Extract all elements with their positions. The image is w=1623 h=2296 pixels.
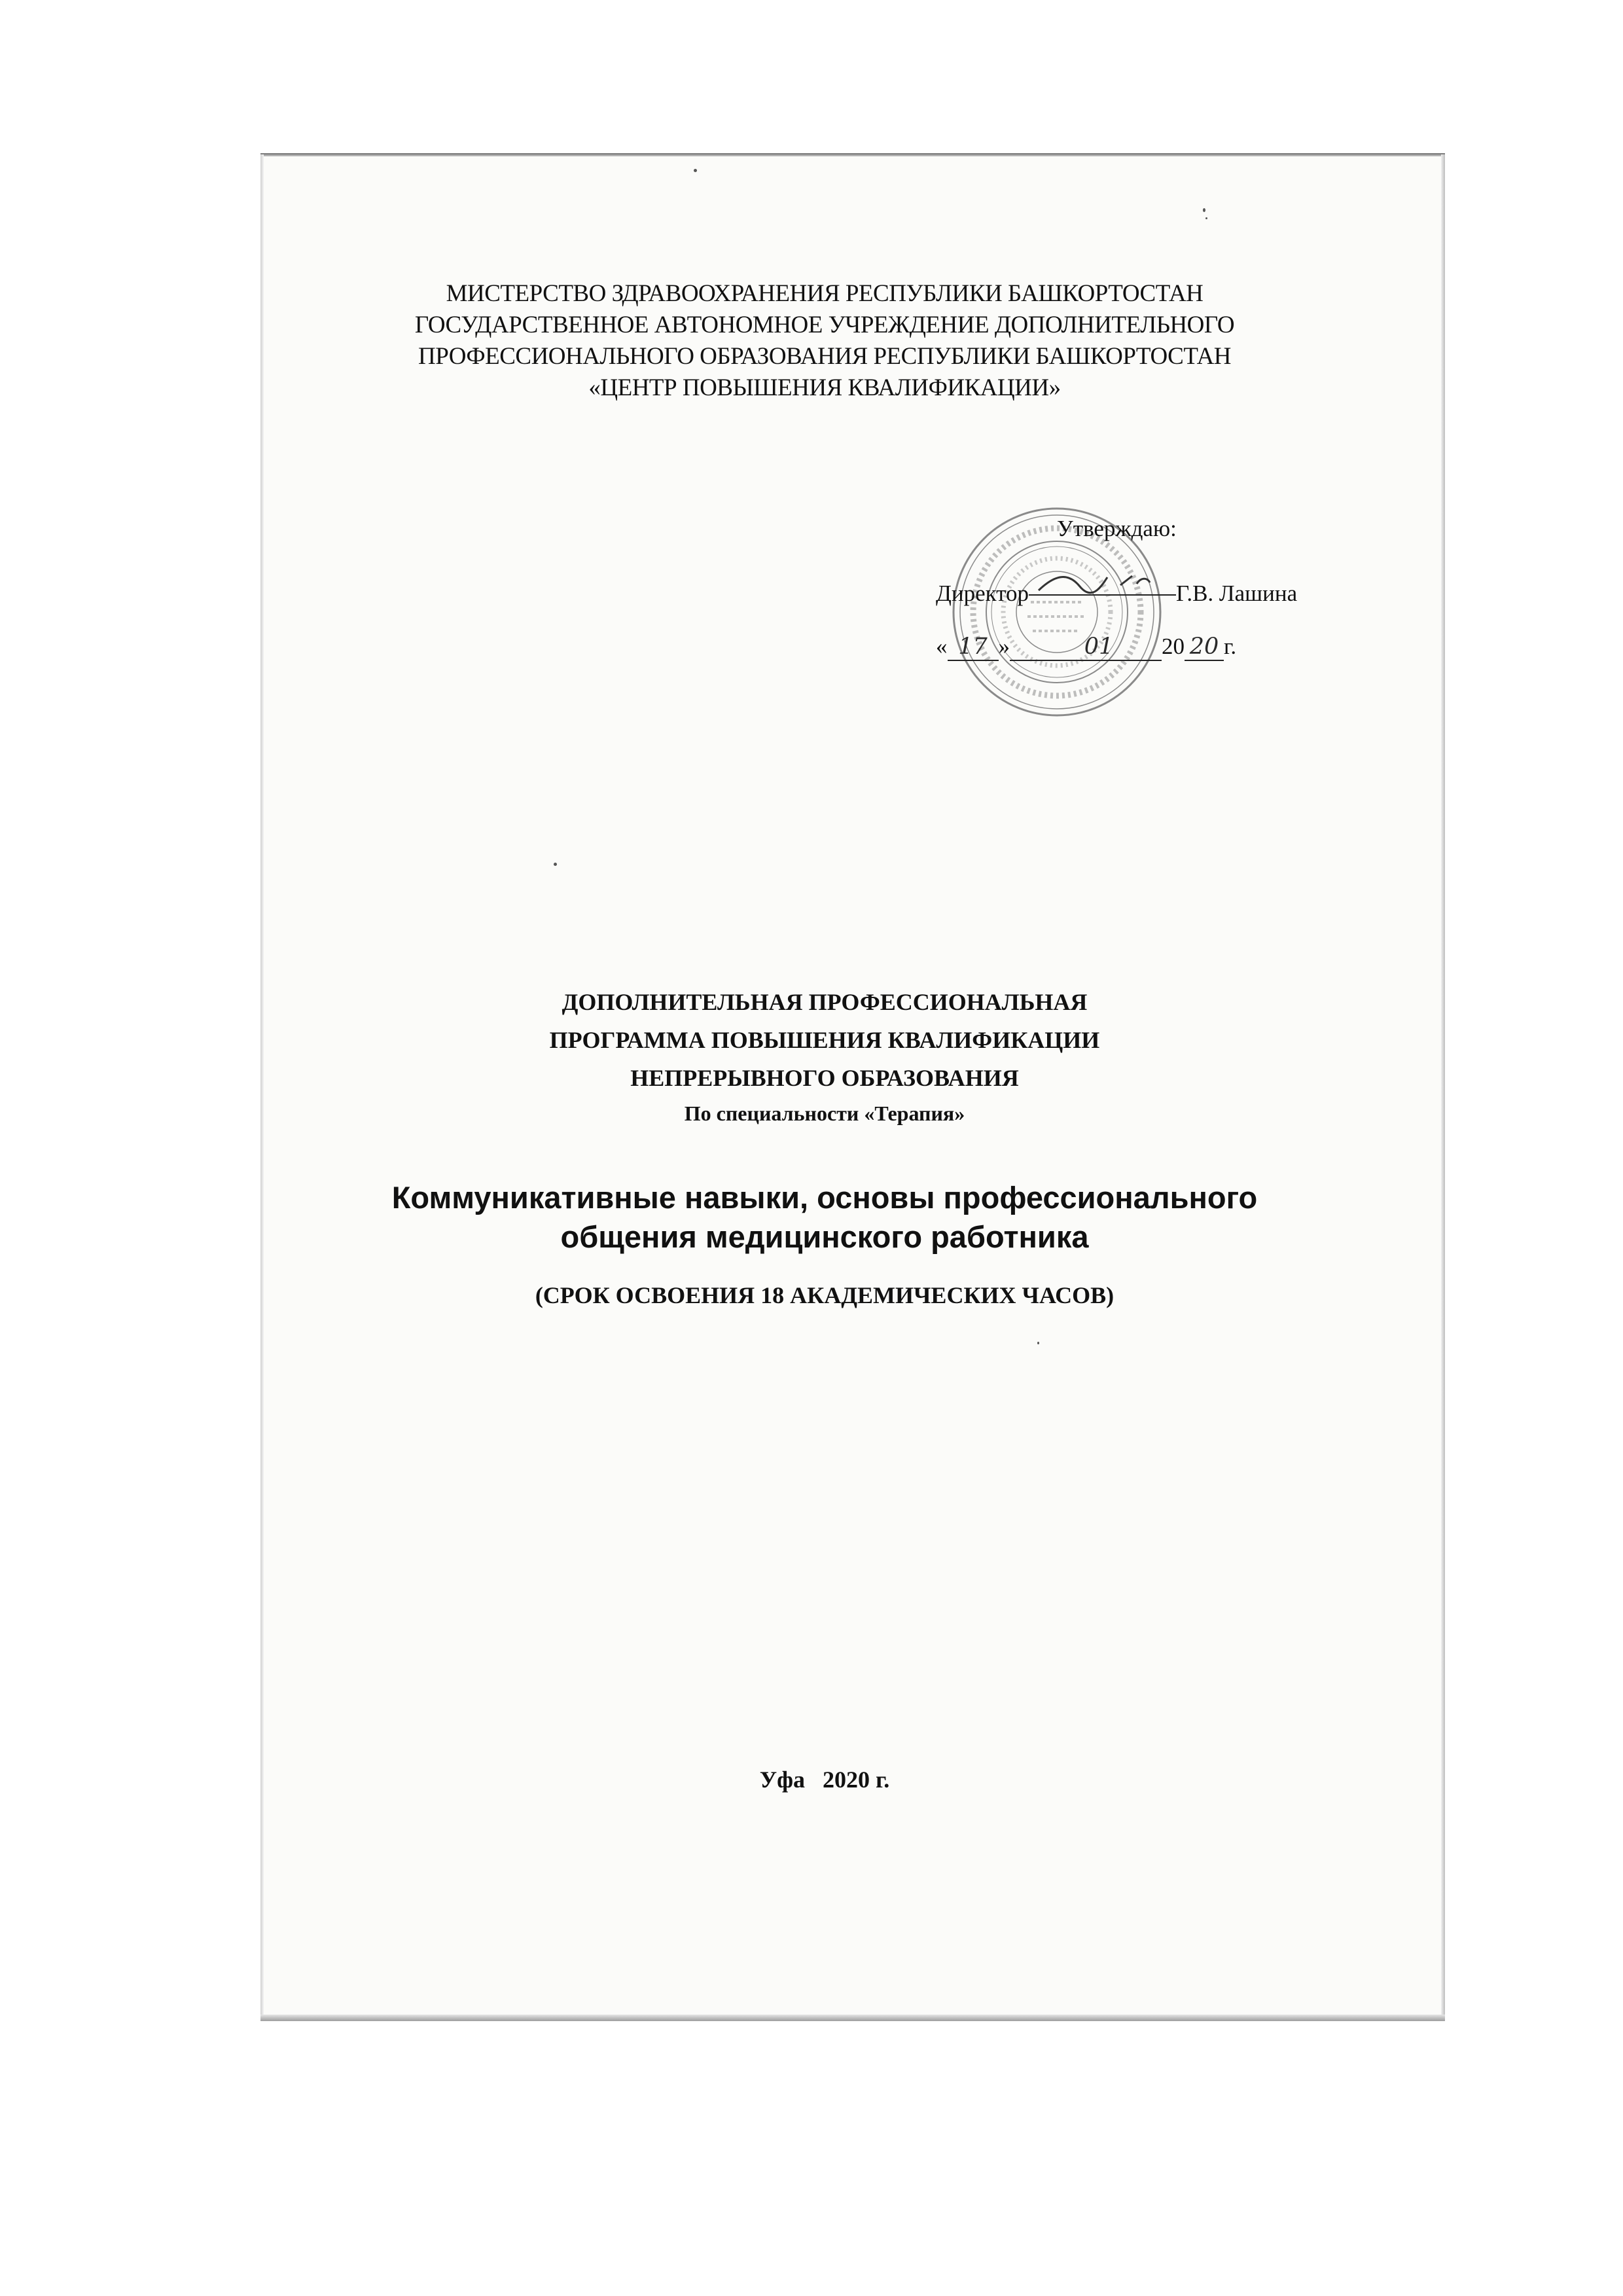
date-year-unit: г. — [1224, 634, 1237, 659]
approve-label: Утверждаю: — [1057, 516, 1177, 541]
course-title-line: общения медицинского работника — [560, 1219, 1089, 1254]
date-month: 01 — [1070, 634, 1128, 661]
page-edge-top — [260, 153, 1445, 156]
page-edge-right — [1441, 154, 1445, 2020]
date-quote-close: » — [998, 634, 1010, 659]
header-line: ГОСУДАРСТВЕННОЕ АВТОНОМНОЕ УЧРЕЖДЕНИЕ ДОПОЛНИТЕЛЬНОГО — [414, 312, 1235, 338]
program-title-block — [366, 983, 1283, 1128]
program-title-line: ПРОГРАММА ПОВЫШЕНИЯ КВАЛИФИКАЦИИ — [549, 1027, 1100, 1053]
header-line: «ЦЕНТР ПОВЫШЕНИЯ КВАЛИФИКАЦИИ» — [588, 374, 1061, 401]
city-year: Уфа 2020 г. — [759, 1767, 890, 1793]
page-edge-left — [260, 154, 264, 2020]
course-title-line: Коммуникативные навыки, основы профессионального — [391, 1180, 1258, 1215]
program-title-line: ДОПОЛНИТЕЛЬНАЯ ПРОФЕССИОНАЛЬНАЯ — [562, 989, 1088, 1015]
date-year-suffix: 20 — [1185, 634, 1224, 661]
signature-blank — [1029, 575, 1176, 596]
scan-speck — [1203, 208, 1205, 212]
date-month-gap — [1010, 634, 1070, 661]
handwritten-signature — [1029, 568, 1176, 594]
header-line: МИСТЕРСТВО ЗДРАВООХРАНЕНИЯ РЕСПУБЛИКИ БАШКОРТОСТАН — [446, 280, 1204, 307]
date-month-gap-2 — [1128, 634, 1162, 661]
header-line: ПРОФЕССИОНАЛЬНОГО ОБРАЗОВАНИЯ РЕСПУБЛИКИ БАШКОРТОСТАН — [418, 343, 1232, 370]
approval-date-line — [936, 634, 1236, 661]
course-title — [366, 1178, 1283, 1257]
director-label: Директор — [936, 581, 1029, 606]
director-line — [936, 575, 1297, 607]
scan-speck — [554, 863, 557, 866]
scan-speck — [1205, 217, 1207, 219]
date-year-prefix: 20 — [1162, 634, 1185, 659]
scan-speck — [1037, 1342, 1039, 1344]
date-day: 17 — [948, 634, 999, 661]
date-quote-open: « — [936, 634, 948, 659]
program-specialty: По специальности «Терапия» — [684, 1102, 965, 1125]
page-edge-bottom — [260, 2015, 1445, 2021]
approval-block — [929, 504, 1335, 726]
study-term: (СРОК ОСВОЕНИЯ 18 АКАДЕМИЧЕСКИХ ЧАСОВ) — [535, 1282, 1115, 1308]
scan-speck — [694, 169, 697, 172]
director-name: Г.В. Лашина — [1176, 581, 1298, 606]
ministry-header — [366, 278, 1283, 404]
program-title-line: НЕПРЕРЫВНОГО ОБРАЗОВАНИЯ — [630, 1065, 1019, 1091]
